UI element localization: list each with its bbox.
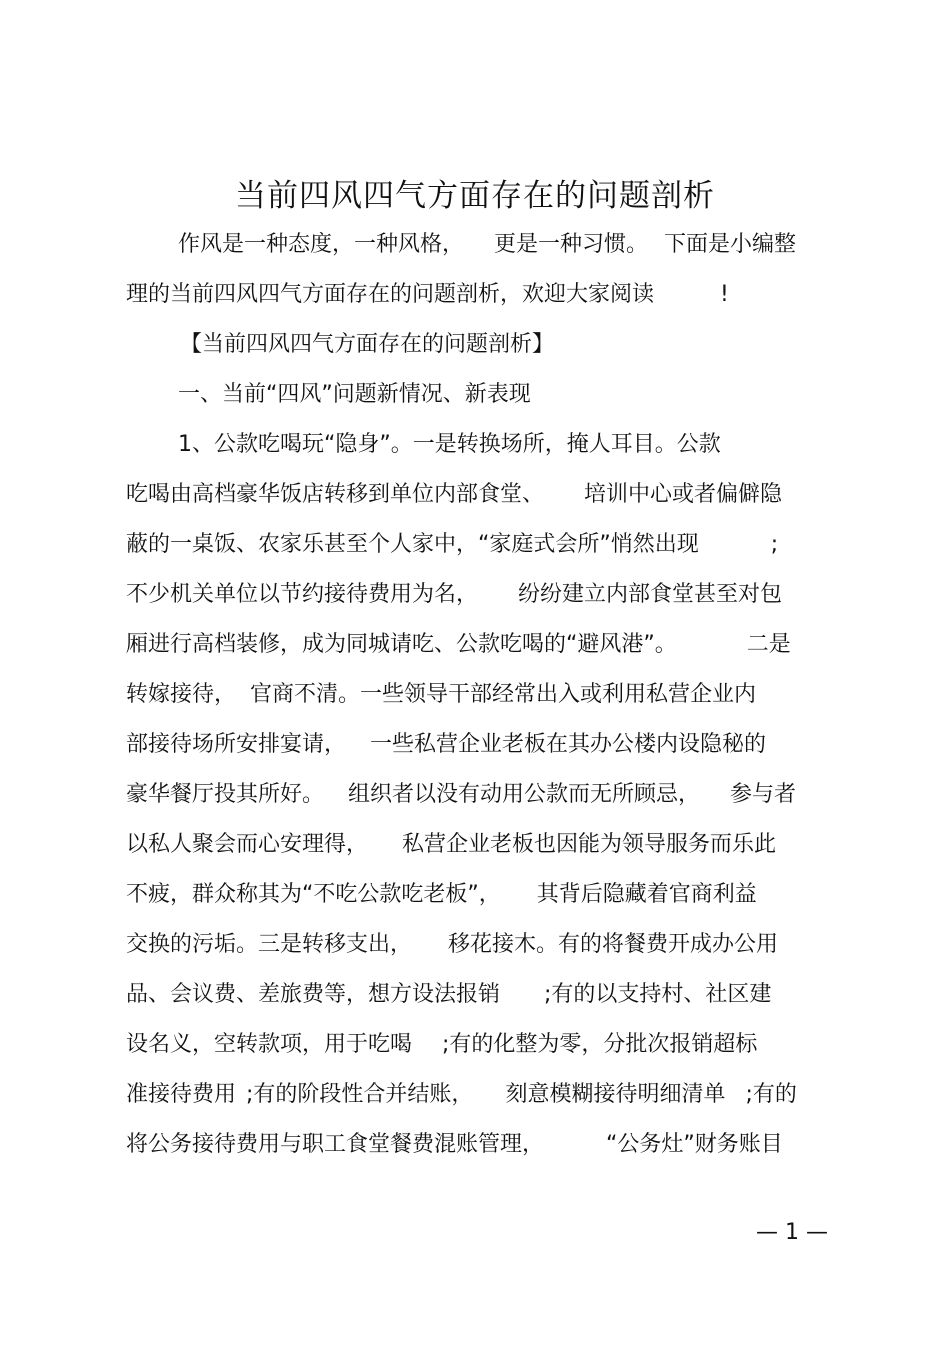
paragraph-line — [126, 927, 778, 963]
section-heading: 【当前四风四气方面存在的问题剖析】 — [180, 332, 555, 357]
text-segment: 组织者以没有动用公款而无所顾忌， — [348, 782, 701, 807]
paragraph-line: 1、公款吃喝玩“隐身”。一是转换场所，掩人耳目。公款 — [178, 432, 721, 457]
paragraph-line — [126, 827, 776, 863]
paragraph-line — [126, 1077, 797, 1113]
text-segment: 刻意模糊接待明细清单 — [505, 1082, 726, 1107]
paragraph-line — [126, 777, 796, 813]
text-segment: 移花接木。有的将餐费开成办公用 — [448, 932, 779, 957]
text-segment: 不少机关单位以节约接待费用为名， — [126, 582, 479, 607]
section-heading: 一、当前“四风”问题新情况、新表现 — [178, 382, 531, 407]
text-segment: 吃喝由高档豪华饭店转移到单位内部食堂、 — [126, 482, 545, 507]
text-segment: 将公务接待费用与职工食堂餐费混账管理， — [126, 1132, 545, 1157]
text-segment: ;有的以支持村、社区建 — [544, 982, 772, 1007]
text-segment: 参与者 — [730, 782, 797, 807]
text-segment: 以私人聚会而心安理得， — [126, 832, 369, 857]
paragraph-line — [126, 727, 766, 763]
text-segment: 其背后隐藏着官商利益 — [536, 882, 757, 907]
page-number: — 1 — — [756, 1220, 828, 1245]
text-segment: 私营企业老板也因能为领导服务而乐此 — [402, 832, 777, 857]
text-segment: 官商不清。一些领导干部经常出入或利用私营企业内 — [250, 682, 757, 707]
text-segment: 培训中心或者偏僻隐 — [584, 482, 783, 507]
paragraph-line — [126, 977, 771, 1013]
document-title: 当前四风四气方面存在的问题剖析 — [235, 178, 715, 214]
text-segment: 不疲，群众称其为“不吃公款吃老板”， — [126, 882, 501, 907]
text-segment: 更是一种习惯。 — [494, 232, 649, 257]
text-segment: 蔽的一桌饭、农家乐甚至个人家中，“家庭式会所”悄然出现 — [126, 532, 699, 557]
paragraph-line — [126, 877, 757, 913]
text-segment: ;有的阶段性合并结账， — [246, 1082, 474, 1107]
paragraph-line — [126, 527, 778, 563]
text-segment: “公务灶”财务账目 — [606, 1132, 783, 1157]
paragraph-line — [126, 627, 791, 663]
text-segment: 厢进行高档装修，成为同城请吃、公款吃喝的“避风港”。 — [126, 632, 677, 657]
paragraph-line — [126, 577, 782, 613]
paragraph-line — [126, 677, 756, 713]
text-segment: 转嫁接待， — [126, 682, 237, 707]
text-segment: 设名义，空转款项，用于吃喝 — [126, 1032, 413, 1057]
paragraph-line — [178, 227, 796, 263]
text-segment: ! — [720, 282, 729, 307]
paragraph-line — [126, 1027, 757, 1063]
text-segment: 下面是小编整 — [664, 232, 797, 257]
paragraph-line — [126, 277, 729, 313]
text-segment: 一些私营企业老板在其办公楼内设隐秘的 — [370, 732, 767, 757]
text-segment: 交换的污垢。三是转移支出， — [126, 932, 413, 957]
text-segment: 豪华餐厅投其所好。 — [126, 782, 325, 807]
paragraph-line — [126, 1127, 783, 1163]
text-segment: 纷纷建立内部食堂甚至对包 — [518, 582, 783, 607]
text-segment: 部接待场所安排宴请， — [126, 732, 347, 757]
text-segment: 作风是一种态度，一种风格， — [178, 232, 465, 257]
text-segment: ;有的 — [745, 1082, 797, 1107]
text-segment: 品、会议费、差旅费等，想方设法报销 — [126, 982, 501, 1007]
text-segment: ;有的化整为零，分批次报销超标 — [442, 1032, 758, 1057]
text-segment: ; — [770, 532, 779, 557]
text-segment: 准接待费用 — [126, 1082, 237, 1107]
text-segment: 理的当前四风四气方面存在的问题剖析，欢迎大家阅读 — [126, 282, 655, 307]
paragraph-line — [126, 477, 782, 513]
text-segment: 二是 — [746, 632, 791, 657]
